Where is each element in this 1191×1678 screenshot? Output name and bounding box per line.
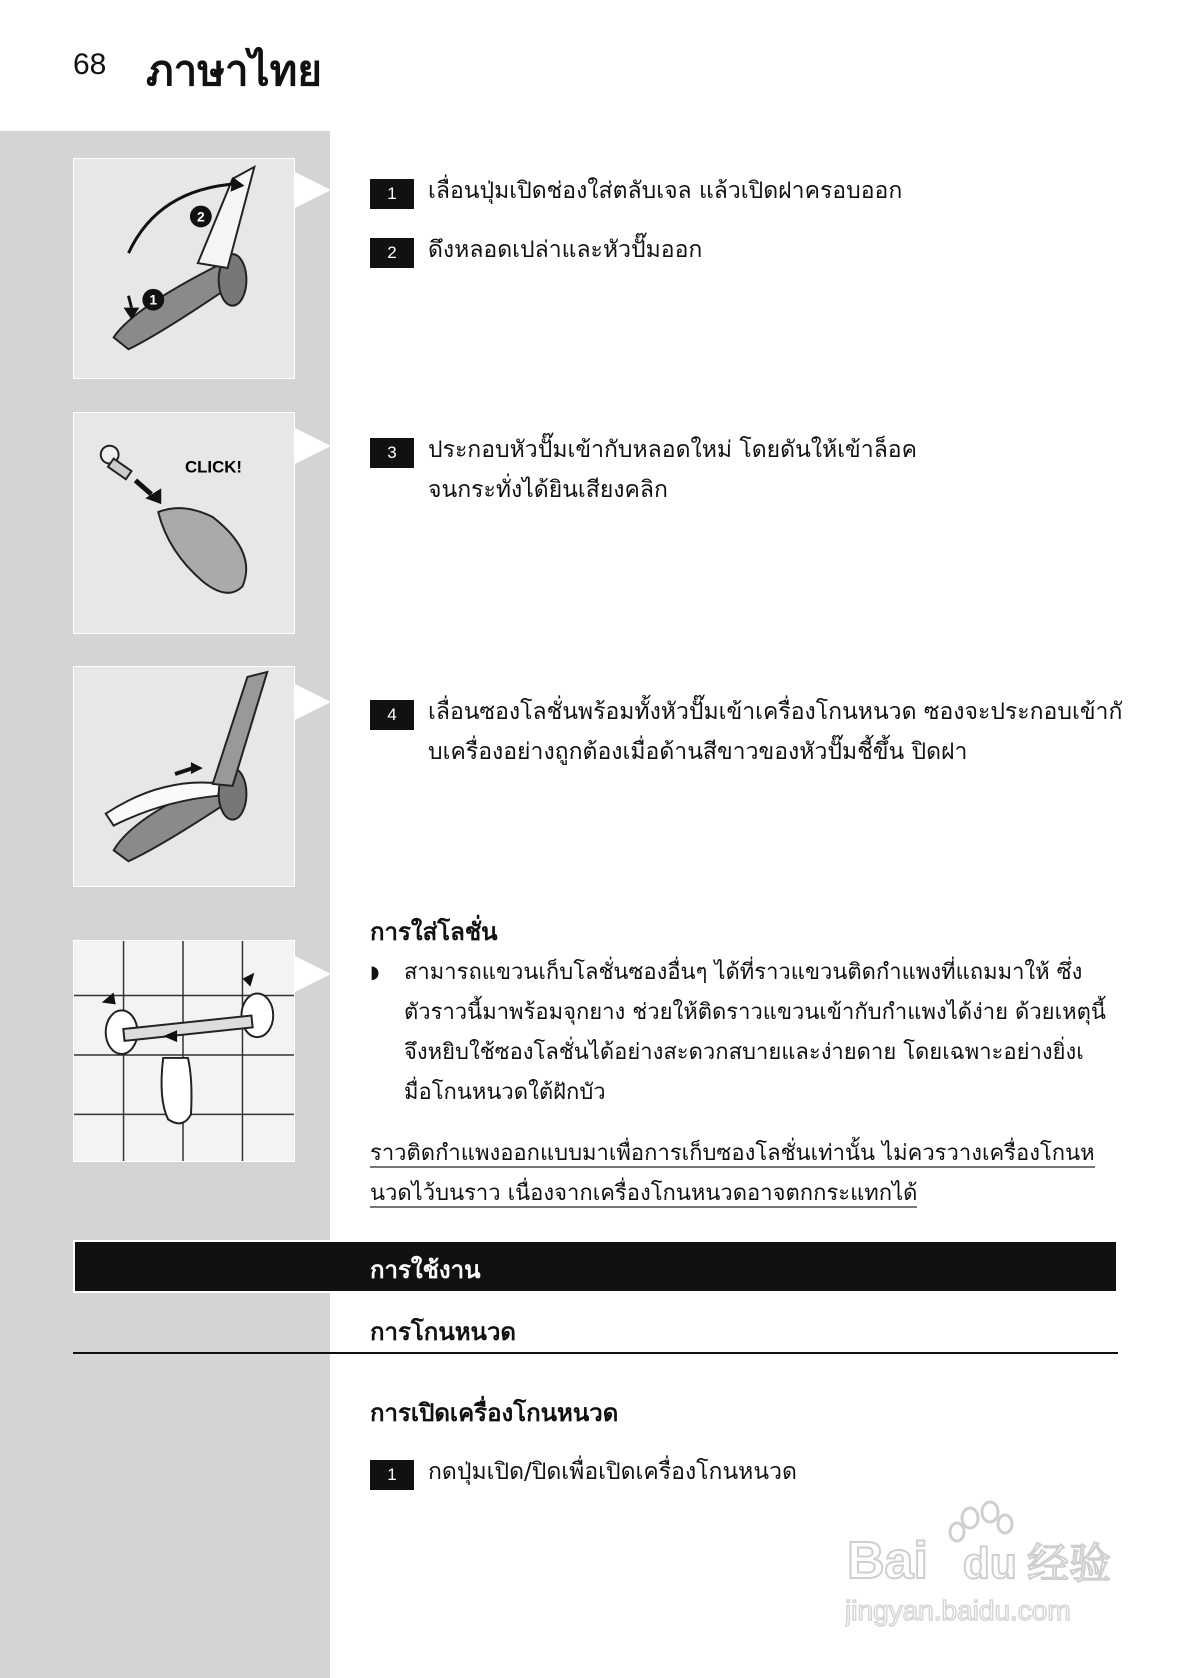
figure-wall-rack [73,940,295,1162]
step-text: กดปุ่มเปิด/ปิดเพื่อเปิดเครื่องโกนหนวด [428,1459,797,1485]
step-text-line: จนกระทั่งได้ยินเสียงคลิก [428,477,668,503]
figure-open-cover [73,158,295,379]
step-1-switch-on [370,1452,1130,1492]
section-rule [73,1352,1118,1354]
step-2-remove-tube [370,230,1130,270]
click-label: CLICK! [184,457,243,477]
step-text-line: เลื่อนซองโลชั่นพร้อมทั้งหัวปั๊มเข้าเครื่องโกนหนวด ซองจะประกอบเข้ากั [428,699,1123,725]
step-text: ดึงหลอดเปล่าและหัวปั๊มออก [428,237,703,263]
shaver-open-cover-illustration [74,159,294,378]
figure-pointer [295,956,331,992]
bullet-icon: ◗ [370,962,380,983]
step-number: 2 [370,238,414,268]
bullet-text-line: มื่อโกนหนวดใต้ฝักบัว [404,1080,606,1105]
callout-1-label: 1 [149,291,158,308]
watermark-brand-du: du [963,1539,1017,1588]
step-text-line: บเครื่องอย่างถูกต้องเมื่อด้านสีขาวของหัวปั๊มชี้ขึ้น ปิดฝา [428,739,968,765]
baidu-paw-icon [845,1498,1145,1638]
figure-pointer [295,428,331,464]
insert-lotion-illustration [74,667,294,886]
pump-click-illustration [74,413,294,633]
bullet-text-line: สามารถแขวนเก็บโลชั่นซองอื่นๆ ได้ที่ราวแขวนติดกำแพงที่แถมมาให้ ซึ่ง [404,960,1083,985]
step-text-line: ประกอบหัวปั๊มเข้ากับหลอดใหม่ โดยดันให้เข้าล็อค [428,437,917,463]
bullet-text-line: ตัวราวนี้มาพร้อมจุกยาง ช่วยให้ติดราวแขวนเข้ากับกำแพงได้ง่าย ด้วยเหตุนี้ [404,1000,1106,1025]
lotion-heading: การใส่โลชั่น [370,917,498,946]
callout-2-label: 2 [196,208,205,225]
page-number: 68 [73,48,107,81]
step-number: 3 [370,438,414,468]
figure-click-pump [73,412,295,634]
wall-rack-note [370,1134,1115,1214]
watermark-brand: Bai [847,1532,928,1590]
step-3-attach-pump [370,430,1130,510]
lotion-bullet [370,953,1115,1113]
step-4-insert-sachet [370,692,1130,772]
note-line: นวดไว้บนราว เนื่องจากเครื่องโกนหนวดอาจตกกระแทกได้ [370,1181,918,1206]
figure-insert-lotion [73,666,295,887]
step-number: 1 [370,1460,414,1490]
step-number: 4 [370,700,414,730]
watermark-cn: 经验 [1027,1539,1112,1588]
wall-rack-illustration [74,941,294,1161]
section-title: การใช้งาน [370,1255,481,1284]
switch-on-heading: การเปิดเครื่องโกนหนวด [370,1398,619,1427]
step-number: 1 [370,179,414,209]
section-bar-usage [73,1240,1118,1293]
baidu-watermark [845,1498,1145,1638]
step-text: เลื่อนปุ่มเปิดช่องใส่ตลับเจล แล้วเปิดฝาครอบออก [428,178,903,204]
note-line: ราวติดกำแพงออกแบบมาเพื่อการเก็บซองโลชั่นเท่านั้น ไม่ควรวางเครื่องโกนห [370,1141,1095,1166]
figure-pointer [295,172,331,208]
figure-pointer [295,684,331,720]
bullet-text-line: จึงหยิบใช้ซองโลชั่นได้อย่างสะดวกสบายและง่ายดาย โดยเฉพาะอย่างยิ่งเ [404,1040,1084,1065]
page-title: ภาษาไทย [146,46,322,95]
watermark-url: jingyan.baidu.com [845,1595,1071,1626]
shaving-heading: การโกนหนวด [370,1317,517,1346]
step-1-remove-cover [370,171,1130,211]
